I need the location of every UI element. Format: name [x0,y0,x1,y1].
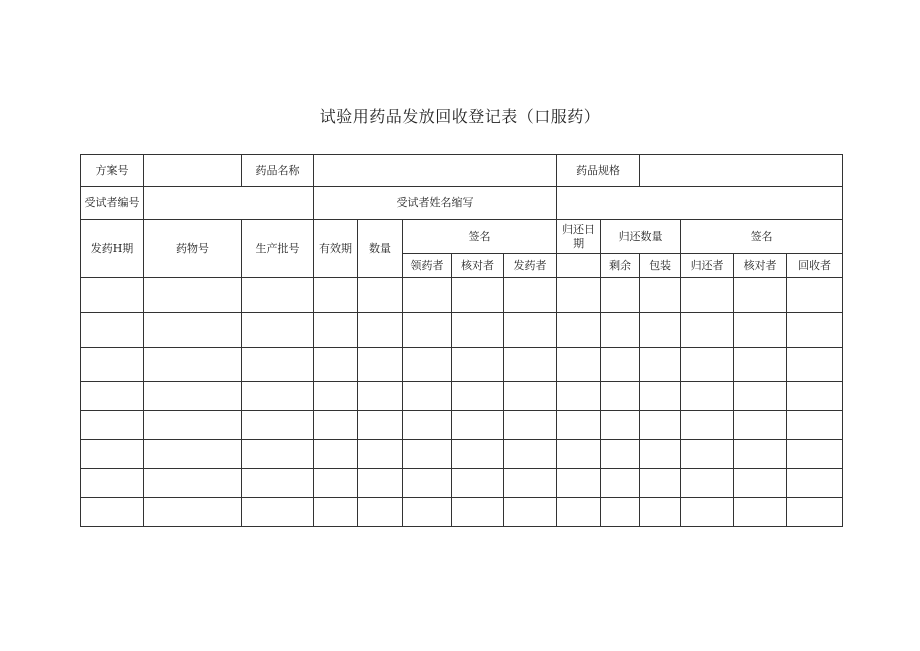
header-signature-return: 签名 [681,220,843,254]
table-cell[interactable] [504,411,557,440]
table-cell[interactable] [314,440,358,469]
table-cell[interactable] [81,348,144,382]
header-collector: 回收者 [787,254,843,278]
table-cell[interactable] [504,278,557,313]
table-cell[interactable] [242,469,314,498]
table-cell[interactable] [314,382,358,411]
table-cell[interactable] [640,440,681,469]
subject-no-field[interactable] [144,187,314,220]
table-cell[interactable] [787,498,843,527]
table-cell[interactable] [242,348,314,382]
table-cell[interactable] [81,469,144,498]
table-cell[interactable] [452,278,504,313]
table-cell[interactable] [601,348,640,382]
header-expiry: 有效期 [314,220,358,278]
table-cell[interactable] [452,382,504,411]
table-cell[interactable] [640,382,681,411]
table-cell[interactable] [452,411,504,440]
protocol-field[interactable] [144,155,242,187]
table-cell[interactable] [81,278,144,313]
registration-table [80,154,843,527]
table-cell[interactable] [452,348,504,382]
table-cell[interactable] [640,469,681,498]
table-cell[interactable] [787,348,843,382]
table-cell[interactable] [314,348,358,382]
table-cell[interactable] [640,278,681,313]
info-row-protocol [81,155,843,187]
table-cell[interactable] [314,313,358,348]
header-row-main [81,220,843,254]
table-cell[interactable] [681,382,734,411]
table-cell[interactable] [734,278,787,313]
header-return-date: 归还日期 [557,220,601,254]
table-cell[interactable] [452,440,504,469]
data-rows [81,278,843,527]
table-cell[interactable] [557,498,601,527]
table-cell[interactable] [681,440,734,469]
table-cell[interactable] [557,278,601,313]
header-drug-no: 药物号 [144,220,242,278]
table-cell[interactable] [681,469,734,498]
table-cell[interactable] [358,498,403,527]
table-cell[interactable] [144,469,242,498]
table-cell[interactable] [403,469,452,498]
header-receiver: 领药者 [403,254,452,278]
table-cell[interactable] [601,440,640,469]
table-cell[interactable] [358,440,403,469]
table-cell[interactable] [403,348,452,382]
table-cell[interactable] [242,411,314,440]
table-cell[interactable] [452,313,504,348]
table-cell[interactable] [81,440,144,469]
table-row [81,440,843,469]
table-cell[interactable] [557,382,601,411]
table-cell[interactable] [734,313,787,348]
table-cell[interactable] [358,382,403,411]
header-checker-return: 核对者 [734,254,787,278]
subject-initials-field[interactable] [557,187,843,220]
table-cell[interactable] [144,498,242,527]
table-cell[interactable] [358,469,403,498]
table-cell[interactable] [734,348,787,382]
table-cell[interactable] [734,382,787,411]
protocol-label: 方案号 [81,155,144,187]
table-cell[interactable] [734,498,787,527]
table-cell[interactable] [314,469,358,498]
table-cell[interactable] [557,469,601,498]
table-cell[interactable] [242,382,314,411]
header-returner: 归还者 [681,254,734,278]
table-cell[interactable] [640,348,681,382]
drug-name-field[interactable] [314,155,557,187]
table-cell[interactable] [358,411,403,440]
table-cell[interactable] [504,313,557,348]
header-return-qty: 归还数量 [601,220,681,254]
header-package: 包装 [640,254,681,278]
table-cell[interactable] [787,382,843,411]
table-cell[interactable] [403,498,452,527]
table-cell[interactable] [504,382,557,411]
table-cell[interactable] [144,313,242,348]
table-cell[interactable] [787,411,843,440]
table-row [81,382,843,411]
subject-no-label: 受试者编号 [81,187,144,220]
table-cell[interactable] [681,498,734,527]
table-row [81,469,843,498]
table-cell[interactable] [242,313,314,348]
table-cell[interactable] [681,348,734,382]
table-cell[interactable] [557,411,601,440]
header-batch-no: 生产批号 [242,220,314,278]
header-checker: 核对者 [452,254,504,278]
header-dispenser: 发药者 [504,254,557,278]
table-cell[interactable] [452,469,504,498]
table-cell[interactable] [144,382,242,411]
table-cell[interactable] [504,498,557,527]
table-row [81,348,843,382]
table-cell[interactable] [557,440,601,469]
table-cell[interactable] [601,411,640,440]
table-cell[interactable] [601,313,640,348]
table-cell[interactable] [403,440,452,469]
table-cell[interactable] [504,469,557,498]
table-cell[interactable] [787,278,843,313]
table-cell[interactable] [144,278,242,313]
table-cell[interactable] [640,498,681,527]
table-cell[interactable] [734,411,787,440]
table-cell[interactable] [787,313,843,348]
table-cell[interactable] [734,440,787,469]
table-cell[interactable] [403,278,452,313]
table-row [81,313,843,348]
header-return-date-blank [557,254,601,278]
table-cell[interactable] [734,469,787,498]
table-cell[interactable] [144,411,242,440]
info-row-subject [81,187,843,220]
table-cell[interactable] [81,313,144,348]
header-remaining: 剩余 [601,254,640,278]
table-cell[interactable] [787,440,843,469]
table-cell[interactable] [557,348,601,382]
table-row [81,278,843,313]
table-cell[interactable] [557,313,601,348]
header-dispense-date: 发药H期 [81,220,144,278]
table-cell[interactable] [681,313,734,348]
table-cell[interactable] [358,278,403,313]
table-cell[interactable] [314,411,358,440]
table-cell[interactable] [504,440,557,469]
table-cell[interactable] [403,382,452,411]
form-title: 试验用药品发放回收登记表（口服药） [319,107,601,126]
table-cell[interactable] [681,411,734,440]
table-cell[interactable] [144,348,242,382]
table-cell[interactable] [81,498,144,527]
header-signature: 签名 [403,220,557,254]
table-cell[interactable] [640,411,681,440]
table-cell[interactable] [601,278,640,313]
table-cell[interactable] [601,498,640,527]
drug-spec-label: 药品规格 [557,155,640,187]
table-cell[interactable] [452,498,504,527]
drug-spec-field[interactable] [640,155,843,187]
header-quantity: 数量 [358,220,403,278]
table-cell[interactable] [681,278,734,313]
drug-name-label: 药品名称 [242,155,314,187]
table-cell[interactable] [242,440,314,469]
table-cell[interactable] [314,498,358,527]
table-cell[interactable] [144,440,242,469]
table-cell[interactable] [640,313,681,348]
table-cell[interactable] [81,382,144,411]
table-cell[interactable] [403,411,452,440]
table-cell[interactable] [787,469,843,498]
table-cell[interactable] [358,313,403,348]
table-cell[interactable] [601,469,640,498]
table-cell[interactable] [314,278,358,313]
table-row [81,411,843,440]
table-cell[interactable] [358,348,403,382]
table-cell[interactable] [504,348,557,382]
table-cell[interactable] [242,278,314,313]
subject-initials-label: 受试者姓名缩写 [314,187,557,220]
table-row [81,498,843,527]
table-cell[interactable] [81,411,144,440]
table-cell[interactable] [403,313,452,348]
table-cell[interactable] [601,382,640,411]
table-cell[interactable] [242,498,314,527]
